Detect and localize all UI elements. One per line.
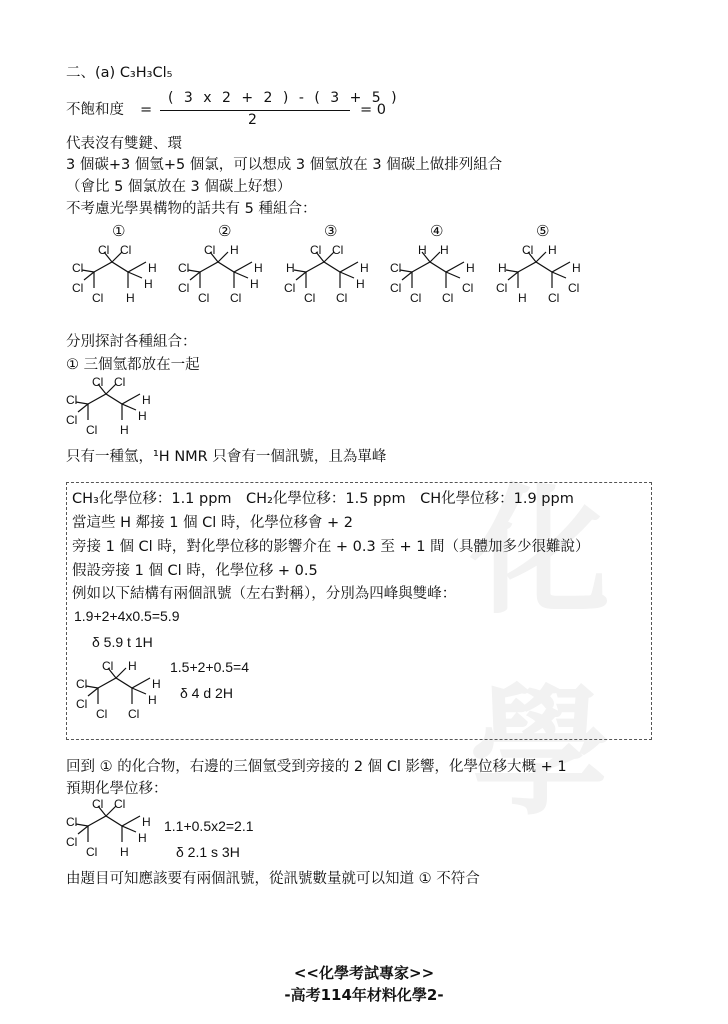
atom: Cl	[310, 243, 322, 257]
atom: Cl	[336, 291, 348, 305]
atom: H	[126, 291, 135, 305]
atom: H	[230, 243, 239, 257]
text-line: 由題目可知應該要有兩個訊號，從訊號數量就可以知道 ① 不符合	[66, 871, 480, 887]
atom: Cl	[284, 281, 296, 295]
text-line: 分別探討各種組合：	[66, 334, 197, 350]
structure-5	[496, 244, 596, 308]
box-line: CH₃化學位移：1.1 ppm CH₂化學位移：1.5 ppm CH化學位移：1.9 ppm	[72, 491, 574, 507]
atom: H	[572, 261, 581, 275]
atom: Cl	[198, 291, 210, 305]
box-line: 例如以下結構有兩個訊號（左右對稱），分別為四峰與雙峰：	[72, 586, 457, 602]
text-line: ① 三個氫都放在一起	[66, 357, 200, 373]
atom: H	[254, 261, 263, 275]
atom: Cl	[548, 291, 560, 305]
atom: Cl	[568, 281, 580, 295]
atom: H	[518, 291, 527, 305]
atom: H	[138, 409, 147, 423]
atom: Cl	[442, 291, 454, 305]
atom: H	[498, 261, 507, 275]
fraction-bar	[160, 110, 350, 111]
atom: Cl	[304, 291, 316, 305]
atom: H	[440, 243, 449, 257]
atom: H	[148, 261, 157, 275]
shift-1: δ 5.9 t 1H	[92, 634, 153, 650]
calc-2: 1.5+2+0.5=4	[170, 659, 250, 675]
molecular-formula: C₃H₃Cl₅	[119, 65, 173, 81]
atom: Cl	[66, 413, 78, 427]
atom: H	[128, 659, 137, 673]
atom: H	[286, 261, 295, 275]
atom: Cl	[178, 281, 190, 295]
structure-1-detail	[66, 376, 166, 440]
atom: Cl	[230, 291, 242, 305]
example-structure	[76, 660, 176, 724]
calc-1: 1.9+2+4x0.5=5.9	[74, 608, 180, 624]
text-line: 代表沒有雙鍵、環	[66, 136, 182, 152]
atom: Cl	[92, 375, 104, 389]
structure-1	[72, 244, 172, 308]
atom: H	[138, 831, 147, 845]
structure-1-prediction	[66, 798, 166, 862]
text-line: 不考慮光學異構物的話共有 5 種組合：	[66, 201, 317, 217]
atom: Cl	[522, 243, 534, 257]
atom: Cl	[462, 281, 474, 295]
atom: H	[360, 261, 369, 275]
atom: Cl	[76, 677, 88, 691]
atom: H	[120, 423, 129, 437]
text-line: 回到 ① 的化合物，右邊的三個氫受到旁接的 2 個 Cl 影響，化學位移大概 + 1	[66, 759, 567, 775]
shift-3: δ 2.1 s 3H	[176, 844, 240, 860]
atom: Cl	[410, 291, 422, 305]
dou-denominator: 2	[248, 112, 257, 128]
footer-brand: <<化學考試專家>>	[293, 964, 435, 982]
atom: Cl	[76, 697, 88, 711]
atom: Cl	[390, 261, 402, 275]
atom: Cl	[120, 243, 132, 257]
dou-numerator: ( 3 x 2 + 2 ) - ( 3 + 5 )	[168, 90, 400, 106]
atom: H	[250, 277, 259, 291]
atom: H	[466, 261, 475, 275]
box-line: 當這些 H 鄰接 1 個 Cl 時，化學位移會 + 2	[72, 515, 354, 531]
atom: H	[142, 393, 151, 407]
atom: Cl	[72, 281, 84, 295]
atom: H	[148, 693, 157, 707]
structure-label-2: ②	[218, 222, 232, 240]
dou-result: = 0	[360, 102, 386, 118]
atom: Cl	[114, 375, 126, 389]
atom: Cl	[332, 243, 344, 257]
structure-label-3: ③	[324, 222, 338, 240]
atom: Cl	[102, 659, 114, 673]
text-line: 預期化學位移：	[66, 781, 168, 797]
box-line: 旁接 1 個 Cl 時，對化學位移的影響介在 + 0.3 至 + 1 間（具體加多少很難說）	[72, 539, 590, 555]
text-line: （會比 5 個氯放在 3 個碳上好想）	[66, 179, 292, 195]
atom: H	[418, 243, 427, 257]
atom: H	[356, 277, 365, 291]
atom: Cl	[92, 291, 104, 305]
atom: Cl	[96, 707, 108, 721]
atom: H	[144, 277, 153, 291]
text-line: 3 個碳+3 個氫+5 個氯，可以想成 3 個氫放在 3 個碳上做排列組合	[66, 157, 503, 173]
atom: Cl	[178, 261, 190, 275]
atom: H	[548, 243, 557, 257]
box-line: 假設旁接 1 個 Cl 時，化學位移 + 0.5	[72, 563, 318, 579]
atom: Cl	[72, 261, 84, 275]
atom: Cl	[204, 243, 216, 257]
section-number: 二、(a)	[66, 65, 116, 81]
footer-page: -高考114年材料化學2-	[284, 986, 444, 1004]
section-label	[66, 64, 172, 82]
structure-label-4: ④	[430, 222, 444, 240]
atom: Cl	[496, 281, 508, 295]
structure-label-5: ⑤	[536, 222, 550, 240]
atom: Cl	[86, 423, 98, 437]
structure-label-1: ①	[112, 222, 126, 240]
atom: Cl	[98, 243, 110, 257]
atom: Cl	[66, 835, 78, 849]
structure-4	[390, 244, 490, 308]
atom: Cl	[66, 393, 78, 407]
dou-equals: =	[140, 102, 153, 118]
atom: Cl	[390, 281, 402, 295]
atom: H	[152, 677, 161, 691]
atom: H	[120, 845, 129, 859]
atom: Cl	[66, 815, 78, 829]
atom: Cl	[92, 797, 104, 811]
structure-2	[178, 244, 278, 308]
watermark: 化學	[470, 471, 601, 835]
dou-label: 不飽和度	[66, 102, 124, 118]
text-line: 只有一種氫，¹H NMR 只會有一個訊號，且為單峰	[66, 449, 387, 465]
structure-3	[284, 244, 384, 308]
calc-3: 1.1+0.5x2=2.1	[164, 818, 254, 834]
atom: Cl	[114, 797, 126, 811]
atom: Cl	[86, 845, 98, 859]
shift-2: δ 4 d 2H	[180, 685, 233, 701]
atom: H	[142, 815, 151, 829]
atom: Cl	[128, 707, 140, 721]
